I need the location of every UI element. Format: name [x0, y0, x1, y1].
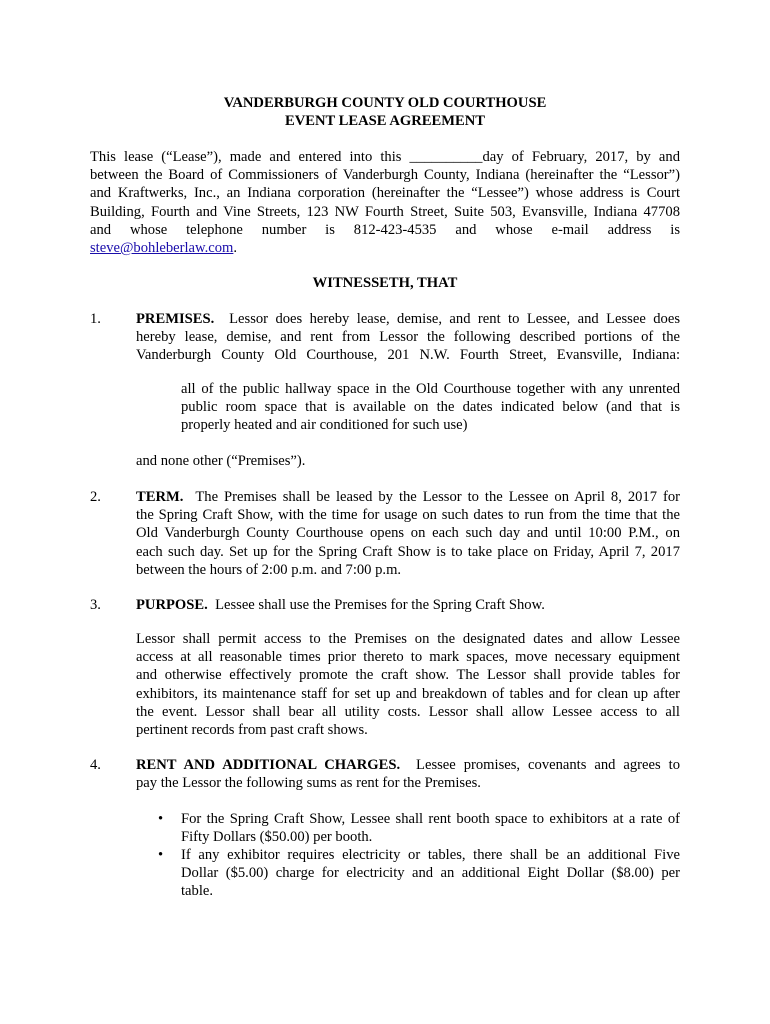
section-1-line: Vanderburgh County Old Courthouse, 201 N.W. Fourth Street, Evansville, Indiana:: [136, 347, 680, 364]
document-title: [90, 94, 680, 130]
bullet-icon: •: [158, 811, 164, 827]
witnesseth-heading: WITNESSETH, THAT: [312, 275, 458, 291]
bullet-item: [181, 846, 680, 901]
section-3-para-line: pertinent records from past craft shows.: [136, 722, 368, 739]
section-3-para-line: and otherwise effectively promote the craft show. The Lessor shall provide tables for: [136, 667, 680, 684]
section-1-heading: PREMISES.: [136, 311, 215, 327]
title-line-2: EVENT LEASE AGREEMENT: [284, 113, 486, 130]
section-2-number: 2.: [90, 489, 101, 505]
section-3-paragraph: [136, 630, 680, 739]
premises-line: properly heated and air conditioned for such use): [181, 417, 468, 434]
section-3-number: 3.: [90, 597, 101, 613]
intro-line: and Kraftwerks, Inc., an Indiana corporation (hereinafter the “Lessee”) whose address is Court: [90, 185, 680, 202]
bullet-item: [181, 810, 680, 846]
section-3-heading: PURPOSE.: [136, 597, 208, 613]
section-3-line: PURPOSE. Lessee shall use the Premises for the Spring Craft Show.: [136, 597, 545, 613]
bullet-line: table.: [181, 883, 214, 900]
section-1-body: [136, 310, 680, 365]
intro-email-line: [90, 239, 680, 257]
section-2-line: between the hours of 2:00 p.m. and 7:00 p.m.: [136, 561, 402, 578]
section-2-line: TERM. The Premises shall be leased by the Lessor to the Lessee on April 8, 2017 for: [136, 489, 681, 505]
section-1-number: 1.: [90, 311, 101, 327]
section-3-para-line: access at all reasonable times prior thereto to mark spaces, move necessary equipment: [136, 649, 680, 666]
section-3-para-line: Lessor shall permit access to the Premises on the designated dates and allow Lessee: [136, 631, 680, 647]
section-4-heading: RENT AND ADDITIONAL CHARGES.: [136, 757, 401, 773]
section-2-heading: TERM.: [136, 489, 184, 505]
section-4-line: pay the Lessor the following sums as rent for the Premises.: [136, 775, 481, 792]
section-2-line: the Spring Craft Show, with the time for usage on such dates to run from the time that the: [136, 507, 680, 524]
premises-description: [181, 380, 680, 435]
intro-line: and whose telephone number is 812-423-4535 and whose e-mail address is: [90, 221, 680, 238]
premises-line: all of the public hallway space in the Old Courthouse together with any unrented: [181, 381, 680, 397]
title-line-1: VANDERBURGH COUNTY OLD COURTHOUSE: [223, 95, 547, 111]
section-1-line: PREMISES. Lessor does hereby lease, demise, and rent to Lessee, and Lessee does: [136, 311, 680, 327]
bullet-line: If any exhibitor requires electricity or tables, there shall be an additional Five: [181, 847, 680, 863]
section-1-line: hereby lease, demise, and rent from Lessor the following described portions of the: [136, 329, 680, 346]
intro-line: This lease (“Lease”), made and entered into this __________day of February, 2017, by and: [90, 149, 680, 165]
premises-closing: and none other (“Premises”).: [136, 453, 306, 469]
premises-line: public room space that is available on the dates indicated below (and that is: [181, 399, 680, 416]
section-4-body: [136, 756, 680, 792]
bullet-icon: •: [158, 847, 164, 863]
section-3-para-line: exhibitors, its maintenance staff for set up and breakdown of tables and for clean up after: [136, 685, 680, 702]
bullet-line: Dollar ($5.00) charge for electricity and an additional Eight Dollar ($8.00) per: [181, 865, 680, 882]
section-2-body: [136, 488, 680, 579]
section-4-number: 4.: [90, 757, 101, 773]
email-link[interactable]: steve@bohleberlaw.com: [90, 240, 234, 257]
intro-line: Building, Fourth and Vine Streets, 123 NW Fourth Street, Suite 503, Evansville, Indiana 47708: [90, 203, 680, 220]
section-4-line: RENT AND ADDITIONAL CHARGES. Lessee promises, covenants and agrees to: [136, 757, 681, 773]
bullet-line: Fifty Dollars ($50.00) per booth.: [181, 829, 373, 846]
bullet-line: For the Spring Craft Show, Lessee shall rent booth space to exhibitors at a rate of: [181, 811, 680, 827]
section-3-body: [136, 596, 680, 614]
intro-line: between the Board of Commissioners of Vanderburgh County, Indiana (hereinafter the “Lessor”): [90, 167, 680, 184]
email-suffix: .: [233, 240, 238, 257]
section-3-para-line: the event. Lessor shall bear all utility costs. Lessor shall allow Lessee access to all: [136, 703, 680, 720]
section-2-line: Old Vanderburgh County Courthouse opens on each such day and until 10:00 P.M., on: [136, 525, 680, 542]
section-2-line: each such day. Set up for the Spring Craft Show is to take place on Friday, April 7, 2017: [136, 543, 680, 560]
intro-paragraph: [90, 148, 680, 257]
